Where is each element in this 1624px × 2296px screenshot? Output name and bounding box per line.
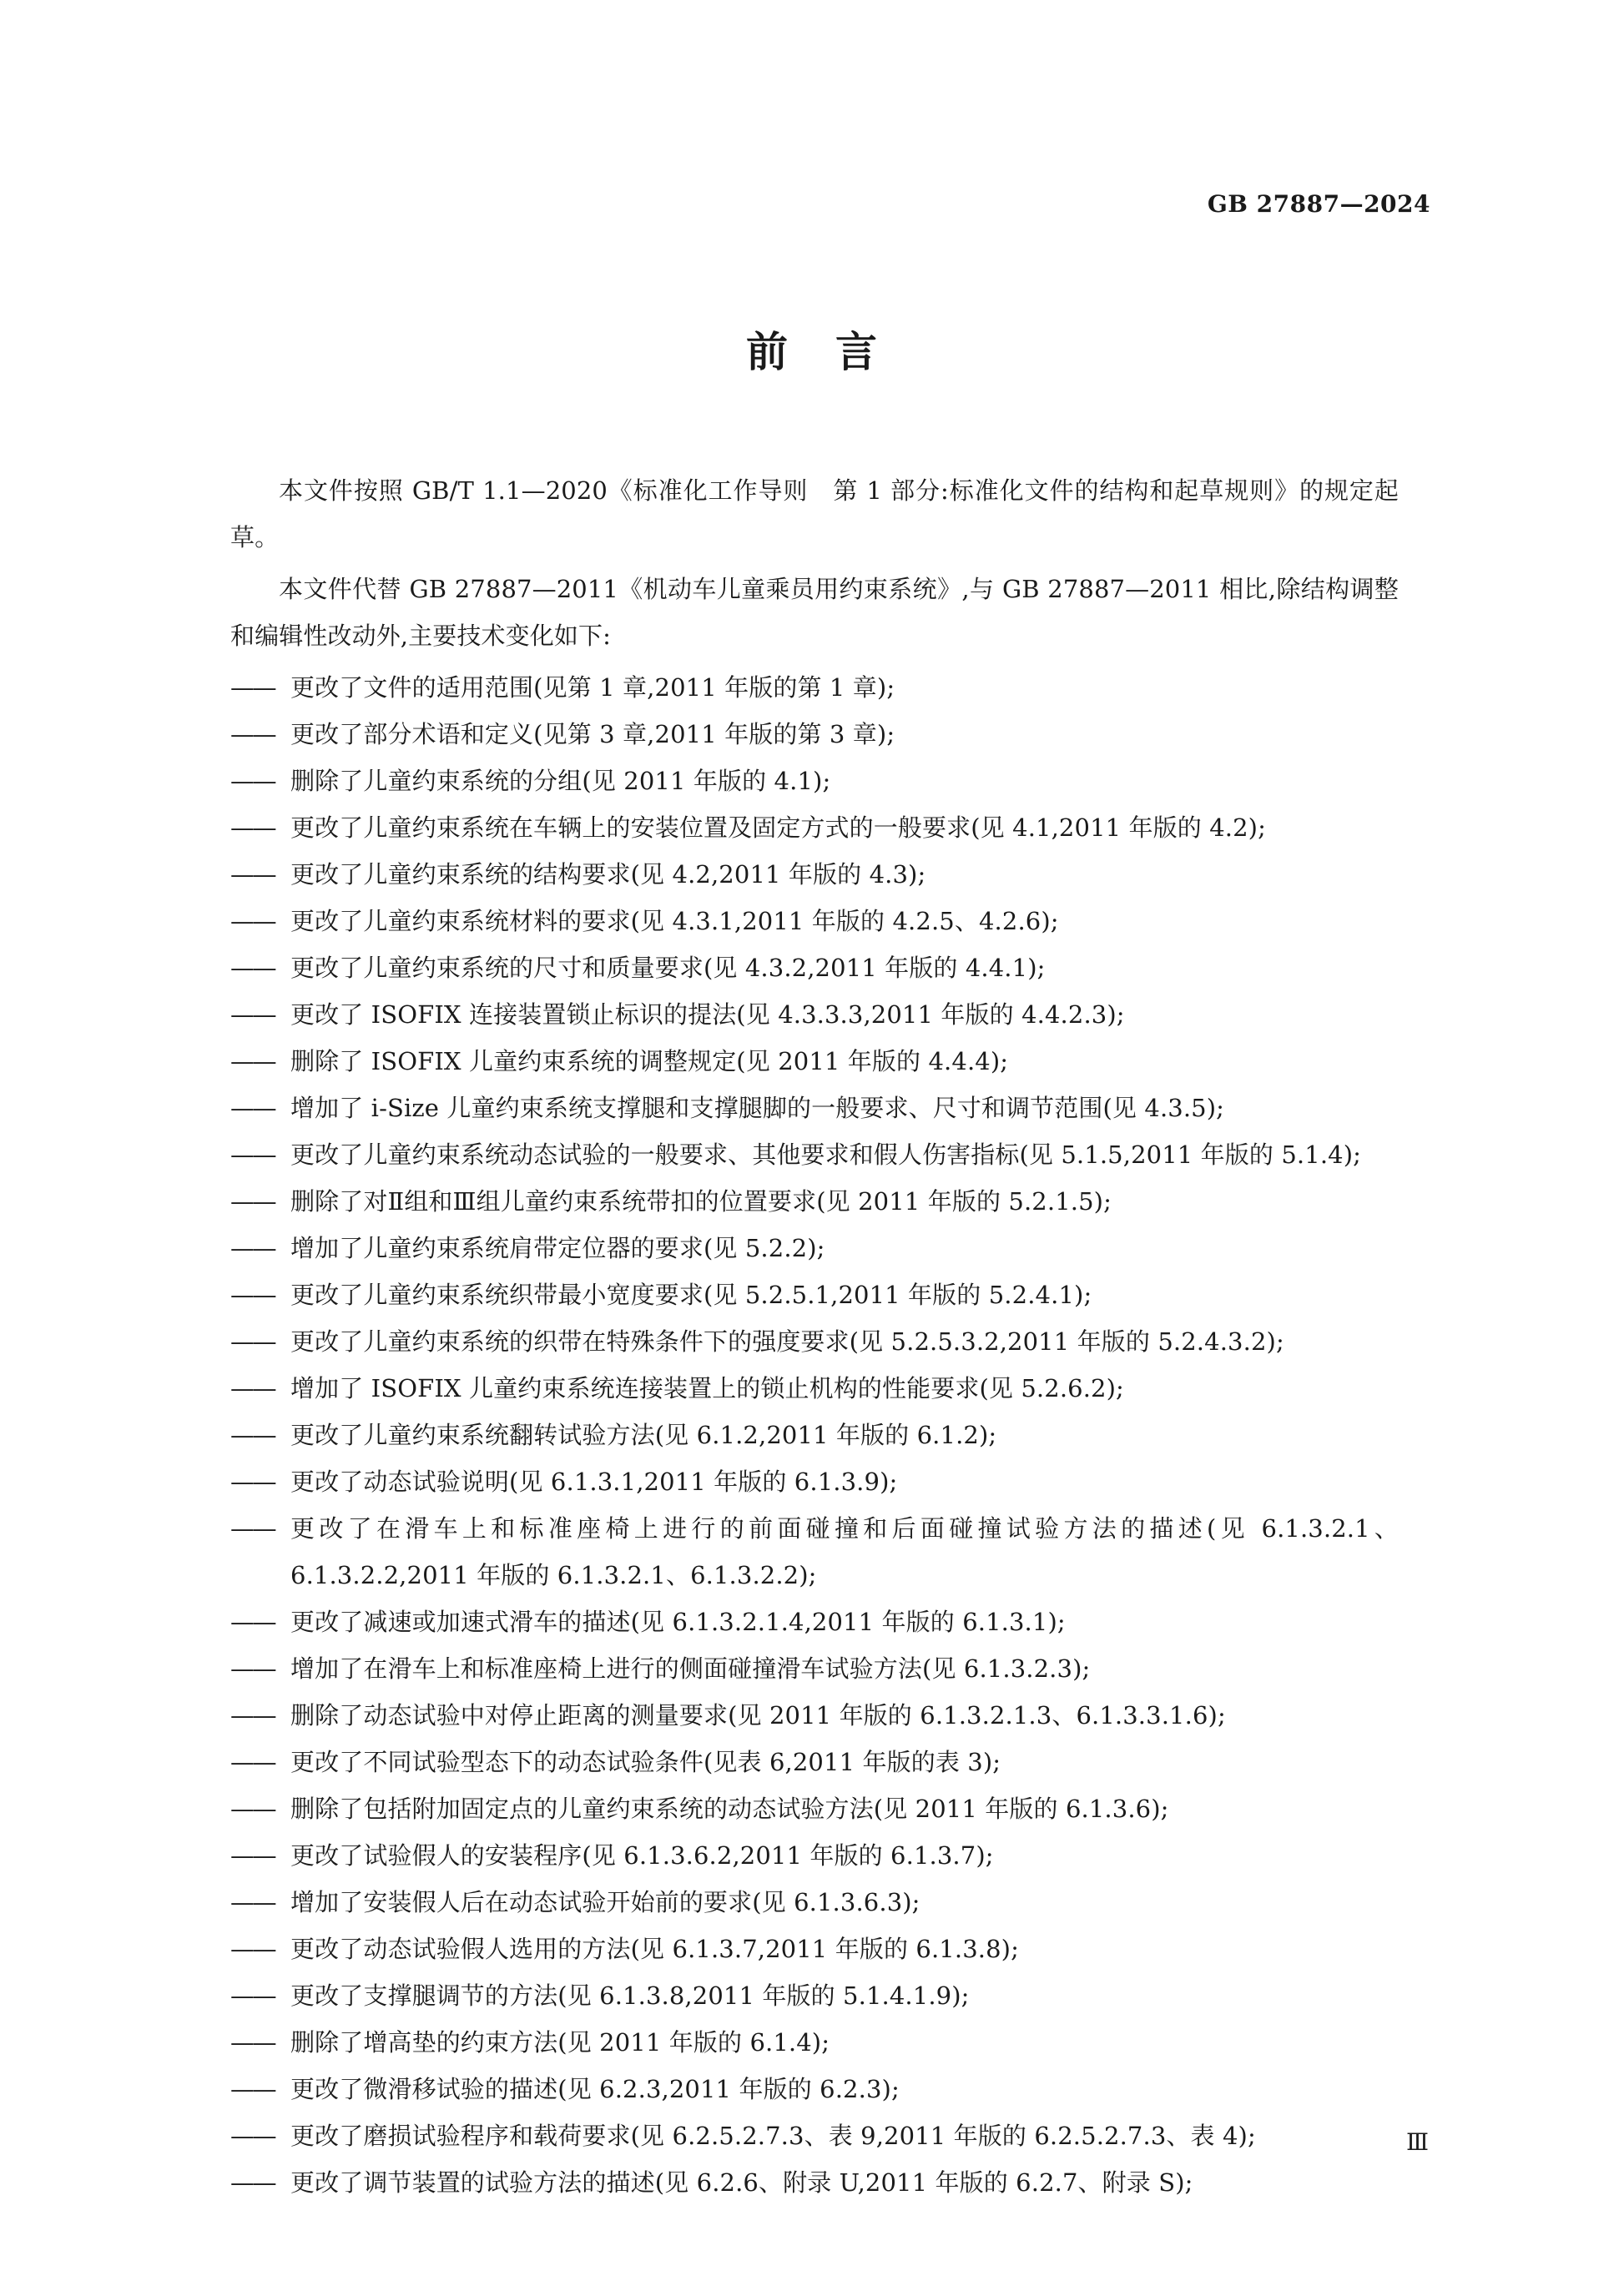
list-dash-marker: —— — [230, 2075, 275, 2103]
list-dash-marker: —— — [230, 1514, 275, 1543]
technical-change-item — [230, 1926, 1399, 1972]
list-dash-marker: —— — [230, 673, 275, 702]
technical-change-text: 更改了儿童约束系统动态试验的一般要求、其他要求和假人伤害指标(见 5.1.5,2011 年版的 5.1.4); — [290, 1140, 1362, 1169]
technical-change-text: 更改了儿童约束系统在车辆上的安装位置及固定方式的一般要求(见 4.1,2011 年版的 4.2); — [290, 813, 1266, 842]
technical-change-text: 更改了文件的适用范围(见第 1 章,2011 年版的第 1 章); — [290, 673, 895, 702]
technical-change-item — [230, 1038, 1399, 1085]
list-dash-marker: —— — [230, 2168, 275, 2197]
list-dash-marker: —— — [230, 1701, 275, 1730]
technical-change-item — [230, 944, 1399, 991]
foreword-paragraph-1: 本文件按照 GB/T 1.1—2020《标准化工作导则 第 1 部分:标准化文件的结构和起草规则》的规定起草。 — [230, 476, 1399, 551]
technical-change-item — [230, 2019, 1399, 2066]
technical-change-text: 更改了试验假人的安装程序(见 6.1.3.6.2,2011 年版的 6.1.3.7); — [290, 1841, 994, 1870]
technical-change-text: 更改了动态试验说明(见 6.1.3.1,2011 年版的 6.1.3.9); — [290, 1468, 898, 1496]
list-dash-marker: —— — [230, 767, 275, 795]
technical-change-item — [230, 2159, 1399, 2206]
list-dash-marker: —— — [230, 1468, 275, 1496]
technical-change-item — [230, 1225, 1399, 1271]
technical-change-text: 更改了儿童约束系统翻转试验方法(见 6.1.2,2011 年版的 6.1.2); — [290, 1421, 997, 1449]
list-dash-marker: —— — [230, 1374, 275, 1402]
technical-change-text: 增加了 i-Size 儿童约束系统支撑腿和支撑腿脚的一般要求、尺寸和调节范围(见 4.3.5); — [290, 1094, 1225, 1122]
technical-change-text: 更改了减速或加速式滑车的描述(见 6.1.3.2.1.4,2011 年版的 6.1.3.1); — [290, 1608, 1066, 1636]
technical-change-text: 更改了儿童约束系统的结构要求(见 4.2,2011 年版的 4.3); — [290, 860, 926, 889]
technical-change-item — [230, 1412, 1399, 1458]
list-dash-marker: —— — [230, 1654, 275, 1683]
foreword-paragraph-2: 本文件代替 GB 27887—2011《机动车儿童乘员用约束系统》,与 GB 27887—2011 相比,除结构调整和编辑性改动外,主要技术变化如下: — [230, 575, 1399, 650]
technical-change-text: 更改了儿童约束系统织带最小宽度要求(见 5.2.5.1,2011 年版的 5.2.4.1); — [290, 1281, 1092, 1309]
technical-change-text: 更改了部分术语和定义(见第 3 章,2011 年版的第 3 章); — [290, 720, 895, 748]
technical-change-text: 更改了动态试验假人选用的方法(见 6.1.3.7,2011 年版的 6.1.3.8); — [290, 1935, 1019, 1963]
technical-change-item — [230, 1318, 1399, 1365]
technical-change-item — [230, 1178, 1399, 1225]
technical-change-text: 删除了 ISOFIX 儿童约束系统的调整规定(见 2011 年版的 4.4.4); — [290, 1047, 1009, 1075]
list-dash-marker: —— — [230, 1327, 275, 1356]
technical-change-item — [230, 1692, 1399, 1739]
technical-change-text: 更改了微滑移试验的描述(见 6.2.3,2011 年版的 6.2.3); — [290, 2075, 900, 2103]
technical-change-text: 删除了对Ⅱ组和Ⅲ组儿童约束系统带扣的位置要求(见 2011 年版的 5.2.1.5); — [290, 1187, 1112, 1216]
technical-change-text: 更改了支撑腿调节的方法(见 6.1.3.8,2011 年版的 5.1.4.1.9); — [290, 1981, 970, 2010]
technical-change-item — [230, 1505, 1399, 1599]
list-dash-marker: —— — [230, 1935, 275, 1963]
list-dash-marker: —— — [230, 1748, 275, 1776]
technical-change-text: 更改了磨损试验程序和载荷要求(见 6.2.5.2.7.3、表 9,2011 年版的 6.2.5.2.7.3、表 4); — [290, 2122, 1256, 2150]
technical-change-text: 更改了儿童约束系统材料的要求(见 4.3.1,2011 年版的 4.2.5、4.2.6); — [290, 907, 1059, 935]
technical-change-item — [230, 1832, 1399, 1879]
technical-change-item — [230, 1131, 1399, 1178]
list-dash-marker: —— — [230, 954, 275, 982]
list-dash-marker: —— — [230, 1187, 275, 1216]
technical-change-item — [230, 1785, 1399, 1832]
list-dash-marker: —— — [230, 1841, 275, 1870]
technical-change-text: 删除了儿童约束系统的分组(见 2011 年版的 4.1); — [290, 767, 831, 795]
technical-change-text: 更改了不同试验型态下的动态试验条件(见表 6,2011 年版的表 3); — [290, 1748, 1001, 1776]
technical-change-item — [230, 758, 1399, 804]
technical-change-item — [230, 1879, 1399, 1926]
technical-change-item — [230, 1458, 1399, 1505]
list-dash-marker: —— — [230, 1888, 275, 1916]
technical-change-text: 增加了 ISOFIX 儿童约束系统连接装置上的锁止机构的性能要求(见 5.2.6.2); — [290, 1374, 1124, 1402]
technical-change-item — [230, 711, 1399, 758]
list-dash-marker: —— — [230, 1608, 275, 1636]
technical-change-text: 增加了儿童约束系统肩带定位器的要求(见 5.2.2); — [290, 1234, 825, 1262]
list-dash-marker: —— — [230, 2028, 275, 2057]
technical-change-item — [230, 804, 1399, 851]
list-dash-marker: —— — [230, 720, 275, 748]
list-dash-marker: —— — [230, 1421, 275, 1449]
list-dash-marker: —— — [230, 1281, 275, 1309]
technical-change-text: 删除了包括附加固定点的儿童约束系统的动态试验方法(见 2011 年版的 6.1.3.6); — [290, 1795, 1169, 1823]
technical-change-text: 更改了儿童约束系统的尺寸和质量要求(见 4.3.2,2011 年版的 4.4.1); — [290, 954, 1046, 982]
list-dash-marker: —— — [230, 907, 275, 935]
technical-change-text: 更改了儿童约束系统的织带在特殊条件下的强度要求(见 5.2.5.3.2,2011 年版的 5.2.4.3.2); — [290, 1327, 1284, 1356]
list-dash-marker: —— — [230, 813, 275, 842]
list-dash-marker: —— — [230, 1140, 275, 1169]
technical-change-item — [230, 664, 1399, 711]
technical-change-item — [230, 2066, 1399, 2112]
list-dash-marker: —— — [230, 2122, 275, 2150]
technical-change-text: 更改了 ISOFIX 连接装置锁止标识的提法(见 4.3.3.3,2011 年版的 4.4.2.3); — [290, 1000, 1125, 1029]
technical-change-item — [230, 991, 1399, 1038]
technical-change-item — [230, 1365, 1399, 1412]
technical-change-text: 删除了动态试验中对停止距离的测量要求(见 2011 年版的 6.1.3.2.1.3、6.1.3.3.1.6); — [290, 1701, 1226, 1730]
list-dash-marker: —— — [230, 1094, 275, 1122]
list-dash-marker: —— — [230, 1000, 275, 1029]
list-dash-marker: —— — [230, 1047, 275, 1075]
page-title-char-2: 言 — [835, 328, 878, 376]
technical-change-text: 删除了增高垫的约束方法(见 2011 年版的 6.1.4); — [290, 2028, 830, 2057]
technical-change-item — [230, 1645, 1399, 1692]
technical-change-item — [230, 898, 1399, 944]
technical-change-text: 增加了在滑车上和标准座椅上进行的侧面碰撞滑车试验方法(见 6.1.3.2.3); — [290, 1654, 1091, 1683]
list-dash-marker: —— — [230, 1795, 275, 1823]
technical-change-item — [230, 851, 1399, 898]
technical-change-item — [230, 1972, 1399, 2019]
list-dash-marker: —— — [230, 860, 275, 889]
technical-change-text: 更改了在滑车上和标准座椅上进行的前面碰撞和后面碰撞试验方法的描述(见 6.1.3.2.1、6.1.3.2.2,2011 年版的 6.1.3.2.1、6.1.3.2.2); — [290, 1514, 1399, 1589]
technical-change-item — [230, 1085, 1399, 1131]
list-dash-marker: —— — [230, 1234, 275, 1262]
page-number: Ⅲ — [1405, 2128, 1429, 2156]
list-dash-marker: —— — [230, 1981, 275, 2010]
technical-changes-list — [230, 664, 1399, 2206]
technical-change-item — [230, 1271, 1399, 1318]
running-header-standard-number: GB 27887—2024 — [1207, 190, 1430, 218]
technical-change-item — [230, 1599, 1399, 1645]
technical-change-text: 增加了安装假人后在动态试验开始前的要求(见 6.1.3.6.3); — [290, 1888, 920, 1916]
page-title — [0, 319, 1624, 379]
page-title-char-1: 前 — [746, 328, 789, 376]
foreword-content — [230, 467, 1399, 2206]
technical-change-item — [230, 1739, 1399, 1785]
technical-change-text: 更改了调节装置的试验方法的描述(见 6.2.6、附录 U,2011 年版的 6.2.7、附录 S); — [290, 2168, 1193, 2197]
